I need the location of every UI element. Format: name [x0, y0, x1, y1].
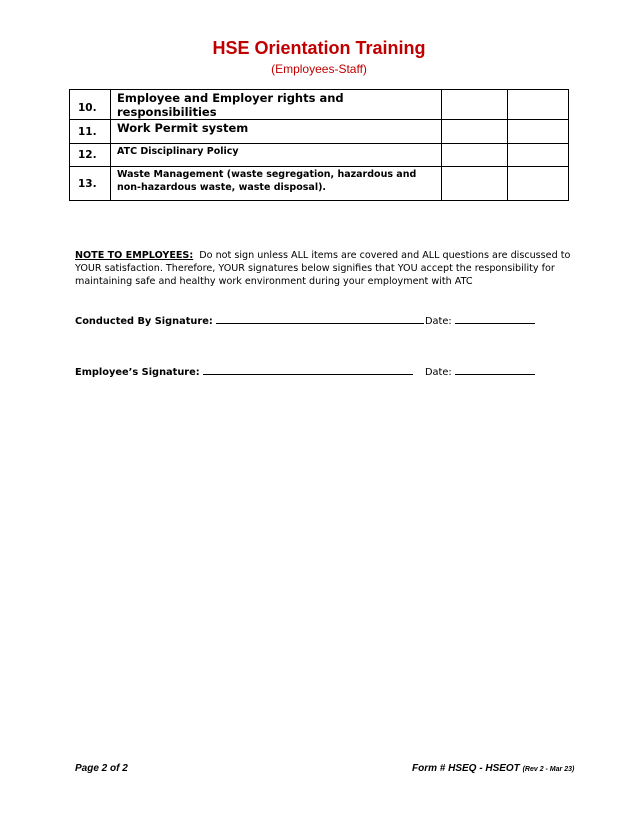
checklist-table — [69, 89, 569, 201]
item-description: Employee and Employer rights and responsibilities — [111, 90, 442, 120]
page-title: HSE Orientation Training — [212, 38, 426, 58]
initial-cell[interactable] — [508, 144, 569, 167]
employee-date-line[interactable] — [455, 364, 535, 375]
note-paragraph — [75, 249, 575, 288]
table-row — [70, 90, 569, 120]
checkbox-cell[interactable] — [442, 120, 508, 144]
employee-signature-line[interactable] — [203, 364, 413, 375]
item-description: Work Permit system — [111, 120, 442, 144]
table-row — [70, 120, 569, 144]
conducted-signature-label: Conducted By Signature: — [75, 316, 213, 327]
item-number: 13. — [70, 167, 111, 201]
initial-cell[interactable] — [508, 167, 569, 201]
item-number: 12. — [70, 144, 111, 167]
item-description: Waste Management (waste segregation, hazardous and non-hazardous waste, waste disposal). — [111, 167, 442, 201]
initial-cell[interactable] — [508, 90, 569, 120]
table-row — [70, 167, 569, 201]
page-subtitle: (Employees-Staff) — [271, 62, 367, 76]
checkbox-cell[interactable] — [442, 167, 508, 201]
checkbox-cell[interactable] — [442, 144, 508, 167]
form-revision: (Rev 2 - Mar 23) — [522, 766, 575, 773]
date-label: Date: — [425, 316, 452, 327]
conducted-date-row — [425, 313, 535, 327]
conducted-date-line[interactable] — [455, 313, 535, 324]
conducted-signature-row — [75, 313, 424, 327]
form-code: Form # HSEQ - HSEOT — [412, 763, 520, 774]
item-description: ATC Disciplinary Policy — [111, 144, 442, 167]
conducted-signature-line[interactable] — [216, 313, 424, 324]
employee-signature-label: Employee’s Signature: — [75, 367, 200, 378]
item-number: 11. — [70, 120, 111, 144]
employee-date-row — [425, 364, 535, 378]
page-number: Page 2 of 2 — [75, 763, 128, 774]
checkbox-cell[interactable] — [442, 90, 508, 120]
form-number — [412, 763, 574, 774]
employee-signature-row — [75, 364, 413, 378]
initial-cell[interactable] — [508, 120, 569, 144]
note-body: Do not sign unless ALL items are covered and ALL questions are discussed to YOUR satisfaction. Therefore, YOUR signatures below signifies that YOU accept the responsibility for maintaining safe and healthy work environment during your employment with ATC — [75, 250, 571, 287]
note-heading: NOTE TO EMPLOYEES: — [75, 250, 194, 261]
item-number: 10. — [70, 90, 111, 120]
table-row — [70, 144, 569, 167]
date-label: Date: — [425, 367, 452, 378]
